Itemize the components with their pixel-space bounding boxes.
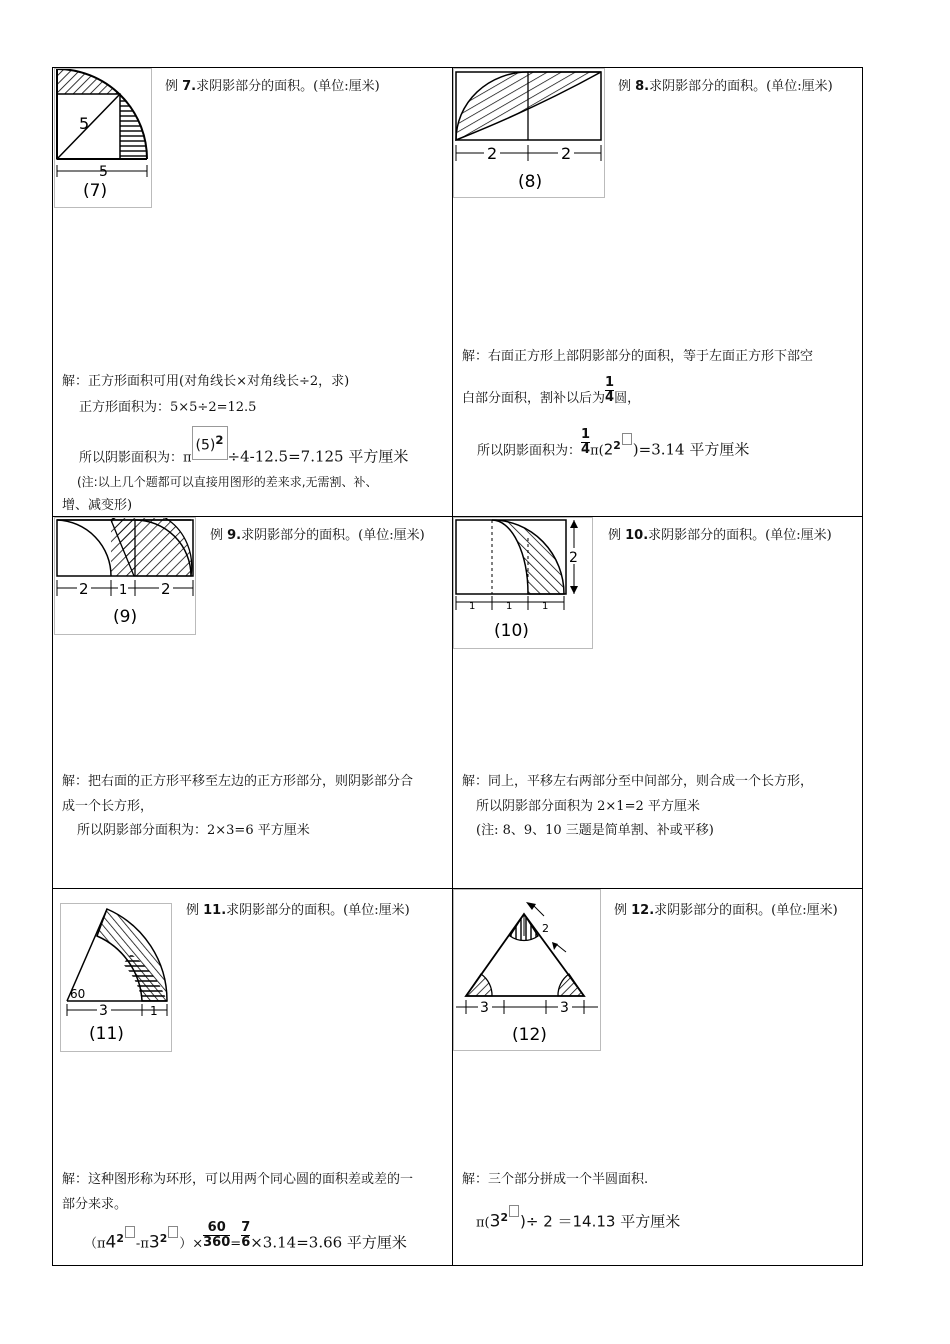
figure-8-label: (8) (518, 172, 543, 192)
example-8-title: 例 8.求阴影部分的面积。(单位:厘米) (618, 79, 833, 94)
figure-7 (54, 68, 152, 208)
dim-a-12: 3 (480, 1000, 489, 1016)
fraction-7-6: $\frac{7}{6}$ (241, 1220, 251, 1251)
figure-12 (453, 889, 601, 1051)
ex10-solution-line2: 所以阴影部分面积为 2×1=2 平方厘米 (476, 799, 700, 814)
ex9-solution-line2: 成一个长方形， (62, 799, 154, 814)
ex7-solution-line1: 解：正方形面积可用(对角线长×对角线长÷2，求) (62, 374, 350, 389)
table-right-border (862, 67, 863, 1266)
dim-b-12: 3 (560, 1000, 569, 1016)
figure-10-label: (10) (494, 621, 529, 641)
fraction-60-360: $\frac{60}{360}$ (203, 1220, 231, 1251)
ex7-note-line1: (注:以上几个题都可以直接用图形的差来求,无需割、补、 (77, 475, 378, 489)
figure-7-label: (7) (83, 181, 108, 201)
ex8-solution-line3: 所以阴影面积为： $\frac{1}{4}$ $\pi(2^2$ )=3.14 平方厘米 (477, 427, 750, 459)
ex7-solution-line3: 所以阴影面积为：$\pi(5)^2\div 4-12.5=7.125$ 平方厘米 (79, 438, 408, 472)
figure-7-diagram (55, 69, 151, 207)
figure-10 (453, 517, 593, 649)
example-11-title: 例 11.求阴影部分的面积。(单位:厘米) (186, 903, 410, 918)
figure-11 (60, 903, 172, 1052)
ex11-solution-line1: 解：这种图形称为环形，可以用两个同心圆的面积差或差的一 (62, 1172, 414, 1187)
ex8-solution-line2: 白部分面积，割补以后为 $\frac{1}{4}$ 圆， (462, 375, 641, 406)
fraction-one-quarter: $\frac{1}{4}$ (605, 375, 615, 405)
figure-12-label: (12) (512, 1025, 547, 1045)
dim-a-11: 3 (99, 1003, 108, 1019)
dim-c-9: 2 (161, 580, 171, 598)
table-left-border (52, 67, 53, 1266)
figure-8 (453, 68, 605, 198)
dim-b-9: 1 (119, 583, 128, 598)
figure-9 (54, 517, 196, 635)
ex10-solution-line1: 解：同上，平移左右两部分至中间部分，则合成一个长方形， (462, 774, 814, 789)
dim-c-10: 1 (542, 601, 549, 612)
ex12-formula: $\pi(3^2$ )÷ 2 ＝14.13 平方厘米 (476, 1205, 680, 1236)
example-9-title: 例 9.求阴影部分的面积。(单位:厘米) (210, 528, 425, 543)
example-7-title: 例 7.求阴影部分的面积。(单位:厘米) (165, 79, 380, 94)
ex8-solution-line1: 解：右面正方形上部阴影部分的面积，等于左面正方形下部空 (462, 349, 814, 364)
table-middle-border (452, 67, 453, 1266)
ex11-solution-line2: 部分来求。 (62, 1197, 128, 1212)
figure-12-diagram (454, 890, 600, 1050)
ex9-solution-line1: 解：把右面的正方形平移至左边的正方形部分，则阴影部分合 (62, 774, 414, 789)
dim-base-7: 5 (99, 164, 108, 180)
dim-b-10: 1 (506, 601, 513, 612)
dim-b-11: 1 (150, 1004, 158, 1018)
dim-h-10: 2 (569, 550, 578, 566)
ex7-note-line2: 增、减变形) (62, 498, 133, 513)
ex11-formula: （$\pi 4^2$ $-\pi 3^2$ ）× $\frac{60}{360}$ = $\frac{7}{6}$ ×3.14=3.66 平方厘米 (84, 1220, 407, 1253)
dim-left-8: 2 (487, 144, 498, 163)
dim-angle-11: 60 (70, 987, 86, 1001)
figure-9-diagram (55, 518, 195, 634)
ex9-solution-line3: 所以阴影部分面积为：2×3=6 平方厘米 (77, 823, 310, 838)
dim-a-10: 1 (469, 601, 476, 612)
figure-11-label: (11) (89, 1024, 124, 1044)
figure-10-diagram (454, 518, 592, 648)
ex7-solution-line2: 正方形面积为：5×5÷2=12.5 (79, 400, 257, 415)
figure-9-label: (9) (113, 607, 138, 627)
dim-diagonal-7: 5 (79, 114, 90, 133)
table-bottom-border (52, 1265, 863, 1266)
dim-right-8: 2 (561, 144, 572, 163)
ex10-solution-line3: (注: 8、9、10 三题是简单割、补或平移) (476, 823, 714, 838)
figure-8-diagram (454, 69, 604, 197)
dim-a-9: 2 (79, 580, 89, 598)
example-12-title: 例 12.求阴影部分的面积。(单位:厘米) (614, 903, 838, 918)
figure-11-diagram (61, 904, 171, 1051)
example-10-title: 例 10.求阴影部分的面积。(单位:厘米) (608, 528, 832, 543)
dim-r-12: 2 (542, 922, 549, 935)
ex12-solution-line1: 解：三个部分拼成一个半圆面积. (462, 1172, 649, 1187)
